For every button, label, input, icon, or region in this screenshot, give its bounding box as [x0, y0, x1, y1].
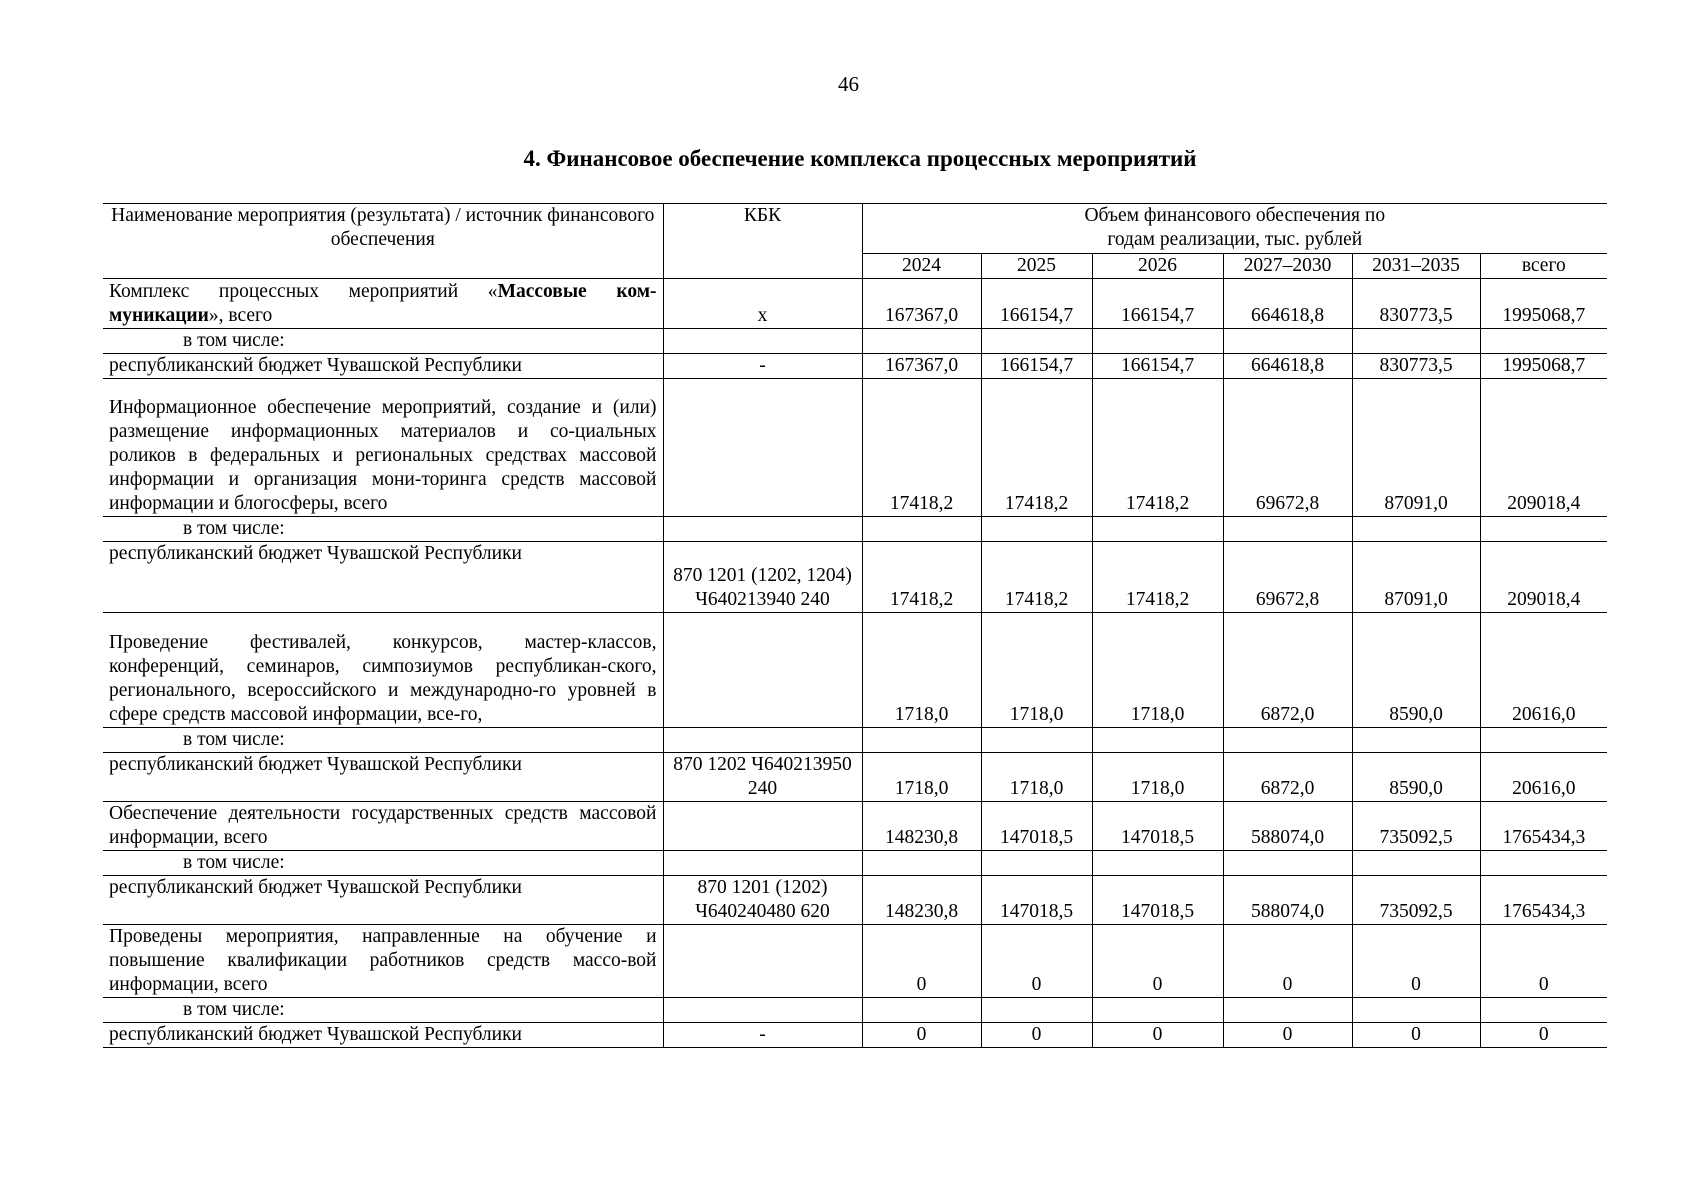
value-cell: 167367,0	[862, 279, 981, 329]
table-row	[103, 728, 1607, 753]
value-cell	[862, 728, 981, 753]
value-cell	[1092, 728, 1223, 753]
header-year: 2025	[981, 254, 1092, 279]
value-cell: 6872,0	[1223, 613, 1352, 728]
row-kbk: 870 1202 Ч640213950 240	[663, 753, 862, 802]
row-kbk	[663, 613, 862, 728]
value-cell: 8590,0	[1352, 753, 1480, 802]
value-cell: 0	[981, 925, 1092, 998]
value-cell	[981, 851, 1092, 876]
row-subheading: в том числе:	[103, 851, 663, 876]
value-cell: 69672,8	[1223, 542, 1352, 613]
value-cell: 17418,2	[981, 379, 1092, 517]
value-cell: 209018,4	[1480, 379, 1607, 517]
value-cell	[1480, 851, 1607, 876]
value-cell	[1223, 851, 1352, 876]
row-name: республиканский бюджет Чувашской Республики	[103, 1023, 663, 1048]
row-kbk	[663, 517, 862, 542]
table-row	[103, 613, 1607, 728]
value-cell: 147018,5	[981, 876, 1092, 925]
value-cell	[1092, 517, 1223, 542]
value-cell: 0	[1092, 925, 1223, 998]
row-kbk	[663, 802, 862, 851]
header-year: 2024	[862, 254, 981, 279]
financing-table	[103, 203, 1607, 1048]
value-cell: 87091,0	[1352, 379, 1480, 517]
value-cell: 1718,0	[862, 753, 981, 802]
table-row	[103, 517, 1607, 542]
value-cell	[981, 998, 1092, 1023]
row-kbk	[663, 925, 862, 998]
value-cell: 0	[1223, 925, 1352, 998]
value-cell: 1718,0	[981, 613, 1092, 728]
value-cell: 0	[1352, 1023, 1480, 1048]
value-cell: 735092,5	[1352, 876, 1480, 925]
value-cell	[862, 998, 981, 1023]
value-cell	[1223, 329, 1352, 354]
value-cell: 1718,0	[1092, 753, 1223, 802]
value-cell: 830773,5	[1352, 279, 1480, 329]
value-cell: 17418,2	[862, 379, 981, 517]
header-year: всего	[1480, 254, 1607, 279]
row-kbk	[663, 851, 862, 876]
value-cell: 20616,0	[1480, 613, 1607, 728]
row-kbk	[663, 329, 862, 354]
row-name: республиканский бюджет Чувашской Республики	[103, 354, 663, 379]
value-cell: 17418,2	[862, 542, 981, 613]
value-cell: 664618,8	[1223, 279, 1352, 329]
value-cell: 0	[1092, 1023, 1223, 1048]
table-row	[103, 851, 1607, 876]
value-cell: 17418,2	[1092, 542, 1223, 613]
value-cell: 735092,5	[1352, 802, 1480, 851]
row-kbk: 870 1201 (1202) Ч640240480 620	[663, 876, 862, 925]
value-cell: 148230,8	[862, 802, 981, 851]
value-cell	[862, 329, 981, 354]
value-cell: 1718,0	[1092, 613, 1223, 728]
value-cell: 17418,2	[1092, 379, 1223, 517]
value-cell: 588074,0	[1223, 876, 1352, 925]
table-row	[103, 925, 1607, 998]
value-cell: 1765434,3	[1480, 876, 1607, 925]
header-kbk: КБК	[663, 204, 862, 279]
value-cell	[1223, 517, 1352, 542]
row-subheading: в том числе:	[103, 998, 663, 1023]
header-year: 2031–2035	[1352, 254, 1480, 279]
value-cell: 0	[981, 1023, 1092, 1048]
value-cell: 166154,7	[1092, 354, 1223, 379]
value-cell	[981, 728, 1092, 753]
row-name: Информационное обеспечение мероприятий, создание и (или) размещение информационных материалов и со-циальных роликов в федеральных и региональных средствах массовой информации и организация мони-торинга средств массовой информации и блогосферы, всего	[103, 379, 663, 517]
value-cell	[1092, 329, 1223, 354]
value-cell	[1480, 728, 1607, 753]
value-cell: 20616,0	[1480, 753, 1607, 802]
page-number: 46	[838, 72, 859, 96]
table-row	[103, 876, 1607, 925]
table-row	[103, 802, 1607, 851]
value-cell: 1995068,7	[1480, 279, 1607, 329]
value-cell: 0	[1352, 925, 1480, 998]
value-cell: 87091,0	[1352, 542, 1480, 613]
value-cell: 166154,7	[1092, 279, 1223, 329]
row-name: Проведены мероприятия, направленные на обучение и повышение квалификации работников средств массо-вой информации, всего	[103, 925, 663, 998]
value-cell: 1718,0	[981, 753, 1092, 802]
value-cell: 209018,4	[1480, 542, 1607, 613]
section-title: 4. Финансовое обеспечение комплекса процессных мероприятий	[523, 146, 1197, 171]
value-cell: 147018,5	[1092, 876, 1223, 925]
value-cell	[1223, 998, 1352, 1023]
value-cell	[981, 329, 1092, 354]
value-cell: 830773,5	[1352, 354, 1480, 379]
table-row	[103, 542, 1607, 613]
row-kbk: х	[663, 279, 862, 329]
header-year: 2026	[1092, 254, 1223, 279]
value-cell	[1352, 517, 1480, 542]
value-cell: 166154,7	[981, 354, 1092, 379]
value-cell: 69672,8	[1223, 379, 1352, 517]
header-year: 2027–2030	[1223, 254, 1352, 279]
value-cell	[1480, 517, 1607, 542]
header-name: Наименование мероприятия (результата) / источник финансового обеспечения	[103, 204, 663, 279]
value-cell	[1092, 851, 1223, 876]
value-cell: 0	[1223, 1023, 1352, 1048]
row-kbk: 870 1201 (1202, 1204) Ч640213940 240	[663, 542, 862, 613]
value-cell	[862, 517, 981, 542]
table-row	[103, 753, 1607, 802]
table-row	[103, 354, 1607, 379]
value-cell	[1352, 728, 1480, 753]
value-cell	[1223, 728, 1352, 753]
value-cell	[1480, 998, 1607, 1023]
value-cell: 8590,0	[1352, 613, 1480, 728]
value-cell: 664618,8	[1223, 354, 1352, 379]
table-row	[103, 1023, 1607, 1048]
value-cell	[1352, 851, 1480, 876]
row-name: Обеспечение деятельности государственных средств массовой информации, всего	[103, 802, 663, 851]
row-name: республиканский бюджет Чувашской Республики	[103, 542, 663, 613]
value-cell	[981, 517, 1092, 542]
row-subheading: в том числе:	[103, 517, 663, 542]
value-cell: 0	[1480, 925, 1607, 998]
row-name: республиканский бюджет Чувашской Республики	[103, 753, 663, 802]
table-row	[103, 998, 1607, 1023]
row-name: Комплекс процессных мероприятий «Массовые ком-муникации», всего	[103, 279, 663, 329]
value-cell: 148230,8	[862, 876, 981, 925]
value-cell: 1765434,3	[1480, 802, 1607, 851]
value-cell: 0	[862, 925, 981, 998]
value-cell: 6872,0	[1223, 753, 1352, 802]
row-subheading: в том числе:	[103, 728, 663, 753]
value-cell: 147018,5	[1092, 802, 1223, 851]
value-cell	[862, 851, 981, 876]
table-row	[103, 329, 1607, 354]
table-row	[103, 379, 1607, 517]
row-subheading: в том числе:	[103, 329, 663, 354]
value-cell	[1480, 329, 1607, 354]
row-kbk	[663, 728, 862, 753]
value-cell: 0	[1480, 1023, 1607, 1048]
value-cell: 588074,0	[1223, 802, 1352, 851]
row-kbk: -	[663, 354, 862, 379]
value-cell	[1092, 998, 1223, 1023]
value-cell: 1718,0	[862, 613, 981, 728]
complex-name: Массовые ком-муникации	[109, 281, 657, 326]
value-cell: 1995068,7	[1480, 354, 1607, 379]
row-name: Проведение фестивалей, конкурсов, мастер-классов, конференций, семинаров, симпозиумов республикан-ского, регионального, всероссийского и международно-го уровней в сфере средств массовой информации, все-го,	[103, 613, 663, 728]
table-body	[103, 279, 1607, 1048]
table-row	[103, 279, 1607, 329]
value-cell: 0	[862, 1023, 981, 1048]
row-kbk	[663, 379, 862, 517]
value-cell	[1352, 998, 1480, 1023]
value-cell: 17418,2	[981, 542, 1092, 613]
value-cell: 166154,7	[981, 279, 1092, 329]
value-cell: 167367,0	[862, 354, 981, 379]
value-cell	[1352, 329, 1480, 354]
row-name: республиканский бюджет Чувашской Республики	[103, 876, 663, 925]
value-cell: 147018,5	[981, 802, 1092, 851]
row-kbk: -	[663, 1023, 862, 1048]
row-kbk	[663, 998, 862, 1023]
header-volume: Объем финансового обеспечения по годам реализации, тыс. рублей	[862, 204, 1607, 254]
